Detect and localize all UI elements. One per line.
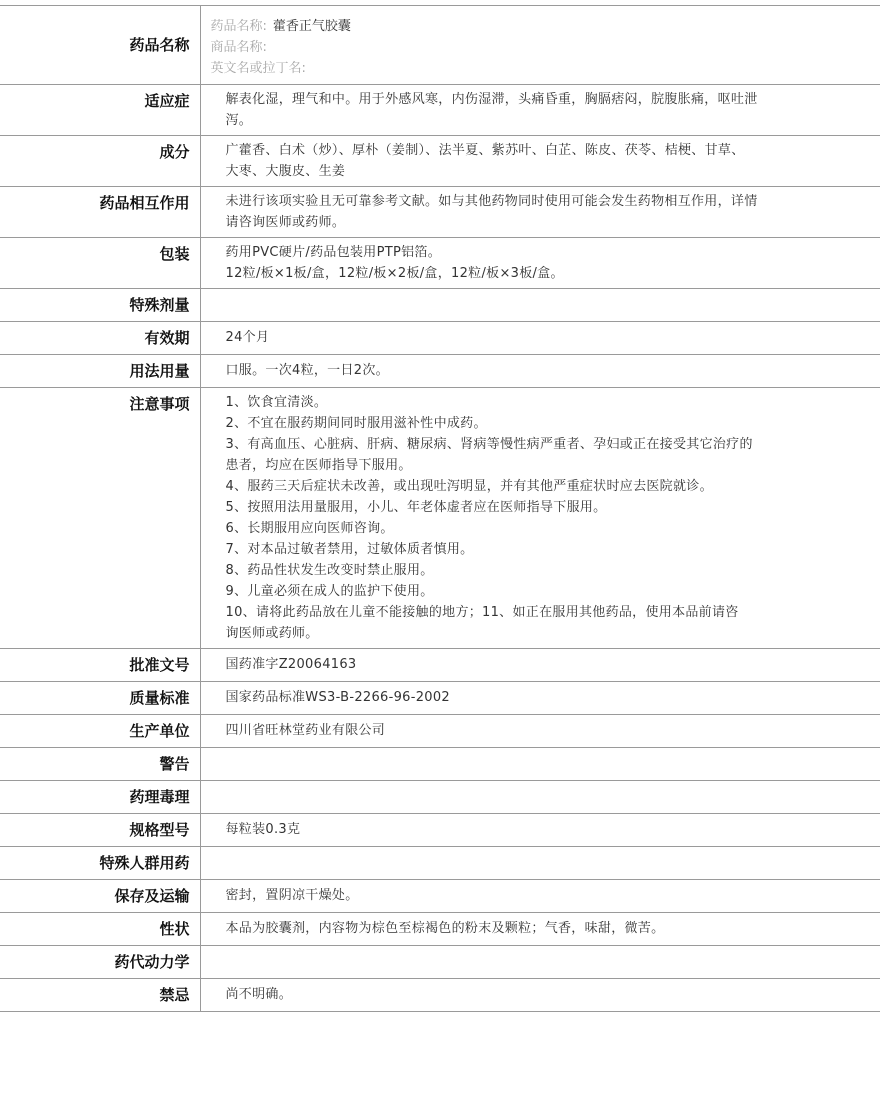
row-label: 规格型号: [0, 814, 200, 847]
row-precautions: [0, 388, 880, 649]
row-label: 特殊剂量: [0, 289, 200, 322]
row-value: [200, 814, 880, 847]
row-value: [200, 748, 880, 781]
row-warning: [0, 748, 880, 781]
row-quality-std: [0, 682, 880, 715]
row-label: 质量标准: [0, 682, 200, 715]
row-label: 药品名称: [0, 6, 200, 85]
row-value-line: 询医师或药师。: [225, 626, 319, 641]
row-manufacturer: [0, 715, 880, 748]
row-value: [200, 388, 880, 649]
row-special-dose: [0, 289, 880, 322]
row-label: 适应症: [0, 85, 200, 136]
row-shelf-life: [0, 322, 880, 355]
trade-name-key: 商品名称:: [210, 40, 267, 55]
row-label: 警告: [0, 748, 200, 781]
row-value: [200, 913, 880, 946]
drug-info-table-body: [0, 6, 880, 1012]
row-special-groups: [0, 847, 880, 880]
row-spec: [0, 814, 880, 847]
row-pharmacokinetics: [0, 946, 880, 979]
row-label: 药理毒理: [0, 781, 200, 814]
row-value-line: 3、有高血压、心脏病、肝病、糖尿病、肾病等慢性病严重者、孕妇或正在接受其它治疗的: [225, 437, 753, 452]
row-value-line: 药用PVC硬片/药品包装用PTP铝箔。: [225, 245, 442, 260]
row-value: [200, 355, 880, 388]
row-value-line: 广藿香、白术（炒）、厚朴（姜制）、法半夏、紫苏叶、白芷、陈皮、茯苓、桔梗、甘草、: [225, 143, 745, 158]
row-value-line: 口服。一次4粒，一日2次。: [225, 363, 389, 378]
row-value-line: 6、长期服用应向医师咨询。: [225, 521, 394, 536]
row-value: [200, 979, 880, 1012]
row-description: [0, 913, 880, 946]
row-value-line: 泻。: [225, 113, 253, 128]
row-value-line: 国家药品标准WS3-B-2266-96-2002: [225, 690, 451, 705]
row-value-line: 请咨询医师或药师。: [225, 215, 346, 230]
english-name-line: [211, 58, 871, 79]
row-value: [200, 322, 880, 355]
row-packaging: [0, 238, 880, 289]
row-label: 有效期: [0, 322, 200, 355]
row-value-line: 24个月: [225, 330, 270, 345]
row-value-line: 10、请将此药品放在儿童不能接触的地方；11、如正在服用其他药品，使用本品前请咨: [225, 605, 739, 620]
row-indications: [0, 85, 880, 136]
row-value-line: 1、饮食宜清淡。: [225, 395, 328, 410]
row-value-line: 7、对本品过敏者禁用，过敏体质者慎用。: [225, 542, 474, 557]
row-value-line: 尚不明确。: [225, 987, 293, 1002]
row-storage: [0, 880, 880, 913]
row-value-line: 未进行该项实验且无可靠参考文献。如与其他药物同时使用可能会发生药物相互作用，详情: [225, 194, 758, 209]
row-value: [200, 187, 880, 238]
row-value: [200, 289, 880, 322]
row-value-line: 密封，置阴凉干燥处。: [225, 888, 359, 903]
row-label: 性状: [0, 913, 200, 946]
row-value: [200, 781, 880, 814]
row-label: 包装: [0, 238, 200, 289]
english-name-key: 英文名或拉丁名:: [210, 61, 306, 76]
row-contraindications: [0, 979, 880, 1012]
row-value-line: 12粒/板×1板/盒，12粒/板×2板/盒，12粒/板×3板/盒。: [225, 266, 564, 281]
row-label: 用法用量: [0, 355, 200, 388]
row-toxicology: [0, 781, 880, 814]
generic-name-line: [211, 16, 871, 37]
row-value: [200, 880, 880, 913]
row-value-line: 患者，均应在医师指导下服用。: [225, 458, 412, 473]
row-value-line: 9、儿童必须在成人的监护下使用。: [225, 584, 434, 599]
row-label: 注意事项: [0, 388, 200, 649]
row-value-line: 4、服药三天后症状未改善，或出现吐泻明显，并有其他严重症状时应去医院就诊。: [225, 479, 713, 494]
row-value: [200, 85, 880, 136]
row-value-line: 大枣、大腹皮、生姜: [225, 164, 346, 179]
trade-name-line: [211, 37, 871, 58]
name-block: [200, 6, 880, 85]
generic-name-value: 藿香正气胶囊: [272, 19, 351, 34]
row-value-line: 每粒装0.3克: [225, 822, 301, 837]
row-value-line: 国药准字Z20064163: [225, 657, 357, 672]
row-value: [200, 847, 880, 880]
row-label: 药品相互作用: [0, 187, 200, 238]
row-label: 成分: [0, 136, 200, 187]
drug-info-table: [0, 5, 880, 1012]
row-value: [200, 715, 880, 748]
row-value: [200, 238, 880, 289]
row-value: [200, 136, 880, 187]
row-label: 保存及运输: [0, 880, 200, 913]
row-name: [0, 6, 880, 85]
row-label: 生产单位: [0, 715, 200, 748]
row-value-line: 本品为胶囊剂，内容物为棕色至棕褐色的粉末及颗粒；气香，味甜，微苦。: [225, 921, 665, 936]
row-value-line: 8、药品性状发生改变时禁止服用。: [225, 563, 434, 578]
row-value-line: 2、不宜在服药期间同时服用滋补性中成药。: [225, 416, 487, 431]
generic-name-key: 药品名称:: [210, 19, 267, 34]
row-ingredients: [0, 136, 880, 187]
row-value-line: 解表化湿，理气和中。用于外感风寒，内伤湿滞，头痛昏重，胸膈痞闷，脘腹胀痛，呕吐泄: [225, 92, 758, 107]
row-label: 药代动力学: [0, 946, 200, 979]
row-value: [200, 682, 880, 715]
row-label: 批准文号: [0, 649, 200, 682]
row-value: [200, 649, 880, 682]
row-value-line: 5、按照用法用量服用，小儿、年老体虚者应在医师指导下服用。: [225, 500, 607, 515]
row-value-line: 四川省旺林堂药业有限公司: [225, 723, 386, 738]
row-approval-no: [0, 649, 880, 682]
row-dosage: [0, 355, 880, 388]
row-value: [200, 946, 880, 979]
row-label: 特殊人群用药: [0, 847, 200, 880]
row-label: 禁忌: [0, 979, 200, 1012]
row-interactions: [0, 187, 880, 238]
